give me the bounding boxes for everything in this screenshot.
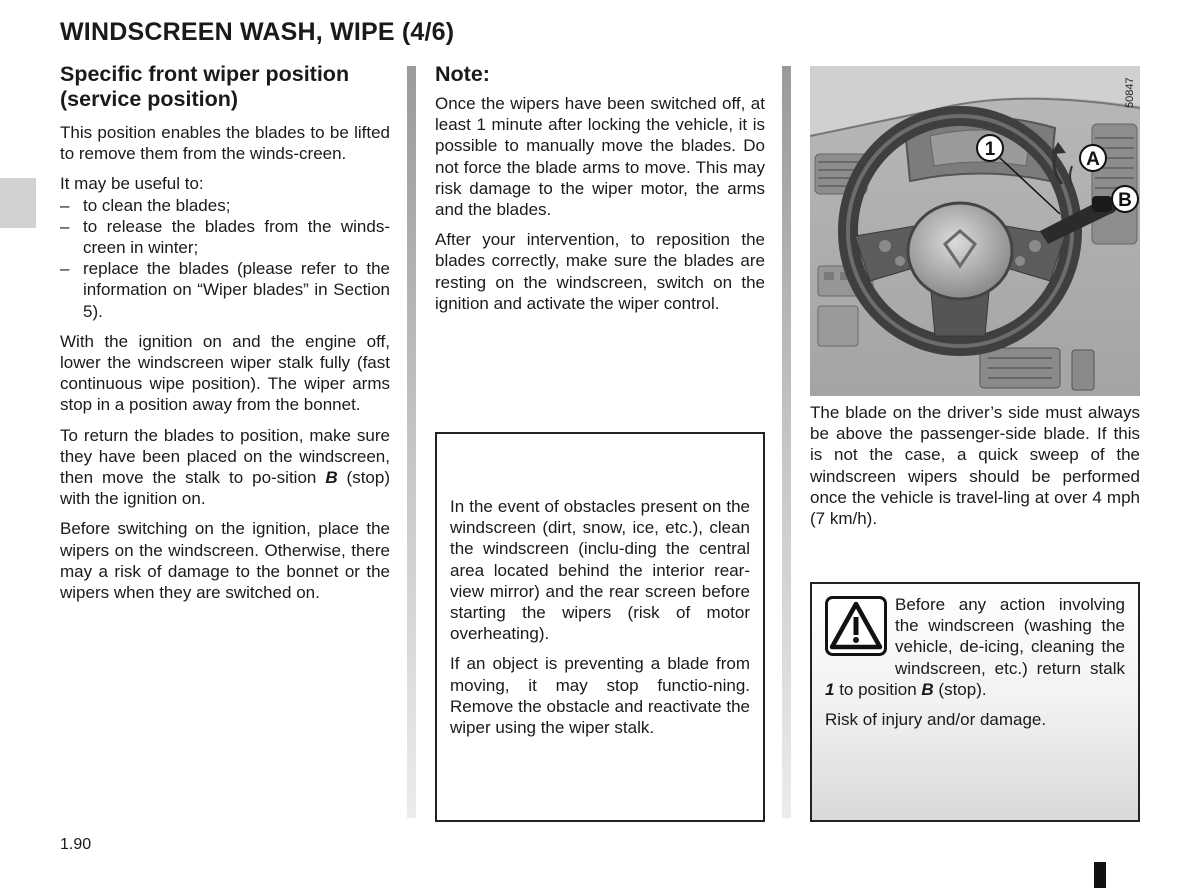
position-key: B [921,679,934,699]
paragraph: If an object is preventing a blade from moving, it may stop functio-ning. Remove the obstacle and reactivate the wiper using the wiper stalk. [450,654,750,738]
note-heading: Note: [435,62,490,86]
paragraph: Risk of injury and/or damage. [825,710,1047,730]
callout-label-a: A [1086,149,1100,170]
paragraph: After your intervention, to reposition the blades correctly, make sure the blades are resting on the windscreen, switch on the ignition and activate the wiper control. [435,230,765,313]
text-span: to position [834,679,922,699]
steering-wheel-illustration [810,66,1140,396]
paragraph: In the event of obstacles present on the windscreen (dirt, snow, ice, etc.), clean the windscreen (inclu-ding the central area located behind the interior rear-view mirror) and the rear screen before starting the wipers (risk of motor overheating). [450,497,750,644]
column-divider-bar [782,66,791,818]
paragraph: This position enables the blades to be lifted to remove them from the winds-creen. [60,123,390,164]
page-corner-mark [1094,862,1106,888]
text-span: (stop). [933,679,987,699]
section-tab-marker [0,178,36,228]
column-middle [435,62,765,323]
stalk-key: 1 [825,679,835,699]
paragraph: The blade on the driver’s side must always be above the passenger-side blade. If this is not the case, a quick sweep of the windscreen wipers should be performed once the vehicle is travel-ling at over 4 mph (7 km/h). [810,403,1140,529]
position-key: B [325,468,338,488]
text-span: Before any action involving the windscreen (washing the vehicle, de-icing, cleaning the windscreen, etc.) return stalk [895,595,1125,678]
list-item: – to release the blades from the winds-creen in winter; [60,216,390,258]
image-reference-number: 50847 [1124,77,1136,108]
text-span: (stop) with the ignition on. [60,468,390,509]
page-number: 1.90 [60,836,92,853]
column-right [810,402,1140,538]
warning-triangle-icon [825,596,887,656]
paragraph: Before switching on the ignition, place the wipers on the windscreen. Otherwise, there may a risk of damage to the bonnet or the wipers when they are switched on. [60,519,390,603]
section-heading: Specific front wiper position (service position) [60,62,350,111]
callout-label-b: B [1118,190,1132,211]
callout-label-1: 1 [984,139,996,160]
list-item: – to clean the blades; [60,195,390,216]
warning-box [810,582,1140,822]
usage-list [60,195,390,322]
list-item: – replace the blades (please refer to the information on “Wiper blades” in Section 5). [60,258,390,322]
paragraph: It may be useful to: [60,174,204,194]
page-title: WINDSCREEN WASH, WIPE (4/6) [60,18,455,46]
text-span: To return the blades to position, make sure they have been placed on the windscreen, then move the stalk to po-sition [60,425,390,488]
paragraph: With the ignition on and the engine off, lower the windscreen wiper stalk fully (fast continuous wipe position). The wiper arms stop in a position away from the bonnet. [60,331,390,415]
column-left [60,62,390,612]
paragraph: Once the wipers have been switched off, at least 1 minute after locking the vehicle, it is possible to manually move the blades. Do not force the blade arms to move. This may risk damage to the wiper motor, the arms and the blades. [435,94,765,220]
info-box [435,432,765,822]
paragraph [60,425,390,510]
column-divider-bar [407,66,416,818]
